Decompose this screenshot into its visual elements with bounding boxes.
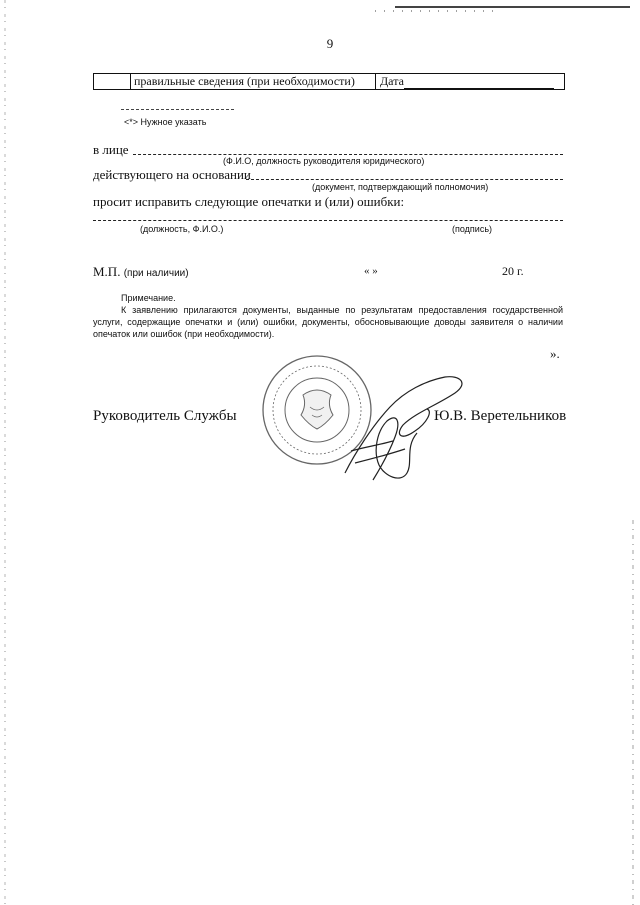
date-quotes: « » (364, 265, 378, 277)
signatory-name: Ю.В. Веретельников (434, 408, 567, 424)
seal-label-text: М.П. (93, 264, 121, 279)
scan-edge-right (632, 520, 634, 905)
scan-top-dots (375, 10, 495, 12)
page-number: 9 (326, 36, 334, 51)
represented-by-caption: (Ф.И.О, должность руководителя юридического) (223, 156, 425, 166)
position-signature-field[interactable] (93, 208, 563, 221)
acting-basis-field[interactable] (246, 166, 563, 180)
table-cell-correct-info: правильные сведения (при необходимости) (131, 74, 376, 89)
official-round-seal-icon (263, 356, 371, 464)
table-cell-date (376, 74, 564, 89)
footnote-rule (121, 109, 234, 110)
signature-caption: (подпись) (452, 224, 493, 234)
scan-top-mark (395, 6, 630, 8)
acting-basis-caption: (документ, подтверждающий полномочия) (312, 182, 489, 192)
closing-quote: ». (550, 346, 560, 361)
acting-basis-label: действующего на основании (93, 167, 251, 182)
represented-by-label: в лице (93, 142, 129, 157)
table-cell-empty (94, 74, 131, 89)
request-text: просит исправить следующие опечатки и (или) ошибки: (93, 194, 405, 209)
handwritten-signature-icon (345, 377, 462, 480)
seal-label (93, 264, 189, 280)
date-year: 20 г. (502, 264, 524, 278)
note-heading: Примечание. (121, 293, 176, 303)
scan-edge-left (4, 0, 6, 905)
date-label: Дата (380, 74, 404, 88)
position-caption: (должность, Ф.И.О.) (140, 224, 224, 234)
date-fill-line (404, 76, 554, 89)
represented-by-field[interactable] (133, 141, 563, 155)
note-body: К заявлению прилагаются документы, выданные по результатам предоставления государственной услуги, содержащие опечатки и (или) ошибки, документы, обосновывающие доводы заявителя о наличии опечаток или ошибок (при необходимости). (93, 305, 563, 339)
stamp-and-signature (255, 355, 485, 495)
footnote: <*> Нужное указать (124, 117, 207, 127)
table-row (93, 73, 565, 90)
signatory-role: Руководитель Службы (93, 408, 237, 424)
seal-note: (при наличии) (123, 268, 189, 279)
